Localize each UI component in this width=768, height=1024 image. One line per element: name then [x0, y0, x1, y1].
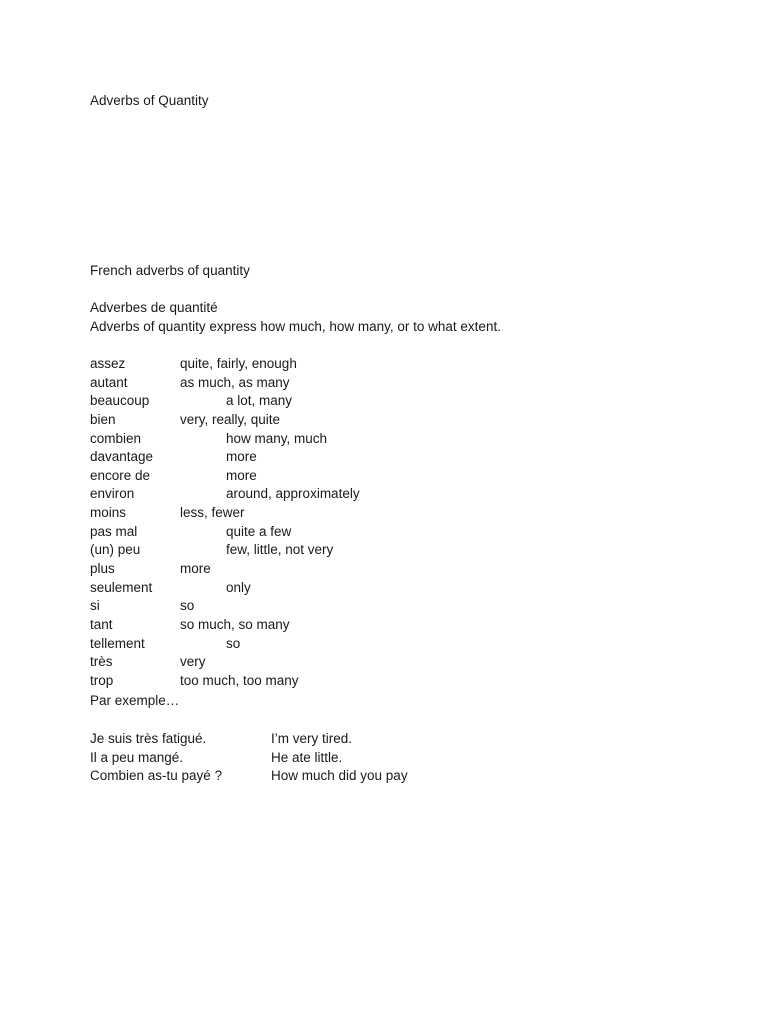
vocab-row: [90, 523, 490, 542]
vocab-row: [90, 467, 490, 486]
vocab-row: [90, 392, 490, 411]
section-heading: French adverbs of quantity: [90, 263, 250, 278]
french-term: autant: [90, 374, 128, 390]
english-meaning: a lot, many: [226, 393, 293, 409]
vocab-row: [90, 504, 490, 523]
vocab-row: [90, 653, 490, 672]
english-translation: He ate little.: [271, 749, 343, 765]
english-meaning: too much, too many: [180, 672, 299, 688]
vocab-row: [90, 411, 490, 430]
vocab-row: [90, 541, 490, 560]
vocab-row: [90, 635, 490, 654]
french-term: tant: [90, 616, 113, 632]
french-term: très: [90, 654, 113, 670]
english-meaning: quite a few: [226, 523, 292, 539]
english-meaning: so: [226, 635, 241, 651]
french-sentence: Je suis très fatigué.: [90, 731, 207, 746]
english-meaning: how many, much: [226, 430, 328, 446]
french-term: (un) peu: [90, 542, 141, 558]
french-term: bien: [90, 411, 116, 427]
french-term: combien: [90, 430, 142, 446]
french-term: pas mal: [90, 523, 138, 539]
vocabulary-list: [90, 355, 490, 691]
english-meaning: only: [226, 579, 251, 595]
vocab-row: [90, 597, 490, 616]
subheading: Adverbes de quantité: [90, 300, 218, 315]
example-row: [90, 730, 510, 749]
english-meaning: around, approximately: [226, 486, 360, 502]
vocab-row: [90, 374, 490, 393]
vocab-row: [90, 560, 490, 579]
english-meaning: as much, as many: [180, 374, 290, 390]
french-sentence: Combien as-tu payé ?: [90, 768, 223, 784]
french-term: encore de: [90, 467, 151, 483]
french-term: moins: [90, 505, 127, 521]
english-meaning: more: [180, 561, 211, 577]
french-sentence: Il a peu mangé.: [90, 749, 184, 765]
document-title: Adverbs of Quantity: [90, 93, 209, 108]
french-term: trop: [90, 672, 114, 688]
english-meaning: so much, so many: [180, 616, 290, 632]
english-meaning: very: [180, 654, 206, 670]
vocab-row: [90, 355, 490, 374]
french-term: davantage: [90, 449, 154, 465]
french-term: assez: [90, 356, 126, 371]
french-term: si: [90, 598, 100, 614]
example-row: [90, 749, 510, 768]
english-translation: How much did you pay: [271, 768, 408, 784]
english-meaning: few, little, not very: [226, 542, 334, 558]
vocab-row: [90, 430, 490, 449]
french-term: beaucoup: [90, 393, 150, 409]
examples-label: Par exemple…: [90, 693, 180, 708]
examples-list: [90, 730, 510, 786]
english-meaning: quite, fairly, enough: [180, 356, 297, 371]
vocab-row: [90, 672, 490, 691]
intro-paragraph: Adverbs of quantity express how much, how many, or to what extent.: [90, 319, 501, 334]
english-meaning: very, really, quite: [180, 411, 281, 427]
english-translation: I’m very tired.: [271, 731, 353, 746]
french-term: seulement: [90, 579, 153, 595]
example-row: [90, 767, 510, 786]
vocab-row: [90, 579, 490, 598]
vocab-row: [90, 448, 490, 467]
english-meaning: so: [180, 598, 195, 614]
vocab-row: [90, 485, 490, 504]
french-term: plus: [90, 561, 115, 577]
english-meaning: less, fewer: [180, 505, 245, 521]
french-term: tellement: [90, 635, 145, 651]
english-meaning: more: [226, 467, 257, 483]
english-meaning: more: [226, 449, 257, 465]
vocab-row: [90, 616, 490, 635]
french-term: environ: [90, 486, 135, 502]
